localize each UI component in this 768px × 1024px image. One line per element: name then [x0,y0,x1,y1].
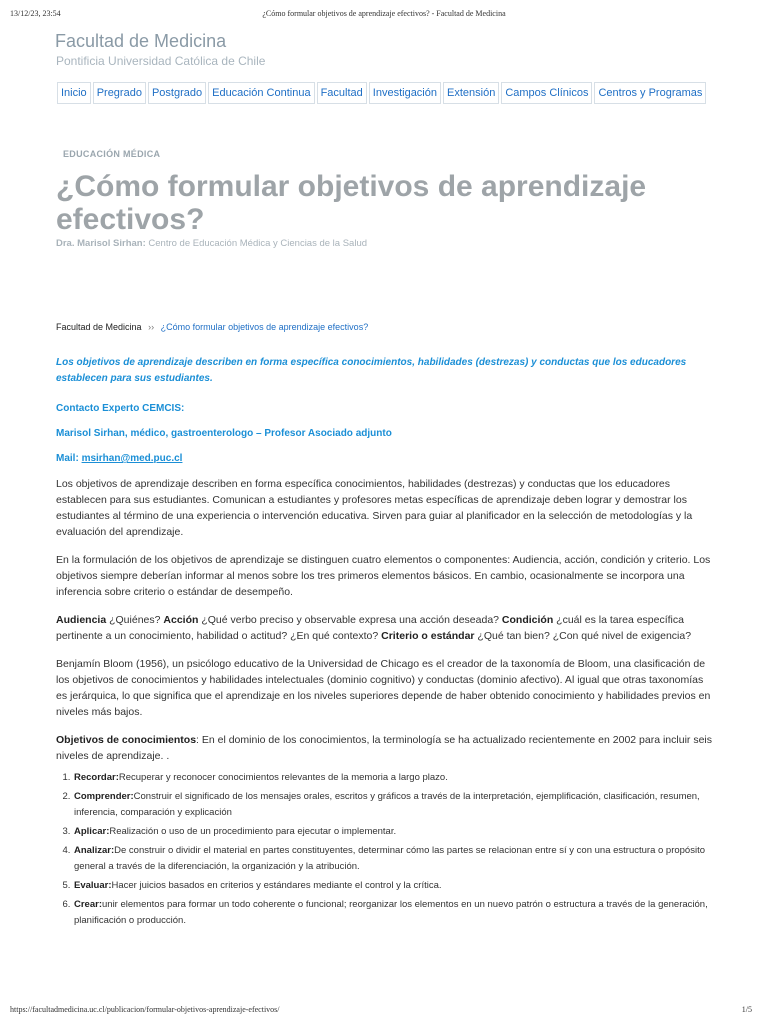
print-footer [0,1005,768,1017]
paragraph-2: En la formulación de los objetivos de aprendizaje se distinguen cuatro elementos o componentes: Audiencia, acción, condición y criterio. Los objetivos siempre deberían informar al menos sobre los tres primeros elementos básicos. En cambio, ocasionalmente se incorpora una inferencia sobre criterio o estándar de desempeño. [56,554,711,598]
nav-item-centros-y-programas[interactable]: Centros y Programas [594,82,706,104]
term-accion: Acción [163,614,199,626]
author-name: Dra. Marisol Sirhan: [56,238,146,249]
list-item [73,789,712,821]
term-condicion: Condición [501,614,554,626]
term-objetivos-conocimientos: Objetivos de conocimientos [56,734,197,746]
nav-item-educacion-continua[interactable]: Educación Continua [208,82,314,104]
nav-item-postgrado[interactable]: Postgrado [148,82,206,104]
site-title[interactable]: Facultad de Medicina [55,31,227,51]
article-body [56,355,712,932]
site-subtitle: Pontificia Universidad Católica de Chile [56,54,266,68]
print-header [0,9,768,21]
nav-item-extension[interactable]: Extensión [443,82,499,104]
term-criterio: Criterio o estándar [381,630,475,642]
article-lead: Los objetivos de aprendizaje describen en forma específica conocimientos, habilidades (destrezas) y conductas que los educadores establecen para sus estudiantes. [56,357,687,384]
level-desc: Recuperar y reconocer conocimientos relevantes de la memoria a largo plazo. [118,772,448,783]
level-term: Evaluar: [74,880,112,891]
nav-item-facultad[interactable]: Facultad [317,82,367,104]
paragraph-1: Los objetivos de aprendizaje describen en forma específica conocimientos, habilidades (destrezas) y conductas que los educadores establecen para sus estudiantes. Comunican a estudiantes y profesores metas específicas de aprendizaje deben lograr y demostrar los estudiantes al término de una experiencia o intervención educativa. Sirven para guiar al planificador en la selección de metodologías y la evaluación del aprendizaje. [56,478,693,538]
mail-link[interactable]: msirhan@med.puc.cl [81,453,183,464]
level-desc: unir elementos para formar un todo coherente o funcional; reorganizar los elementos en un nuevo patrón o estructura a través de la generación, planificación o producción. [74,899,708,926]
breadcrumb [56,322,368,332]
nav-item-campos-clinicos[interactable]: Campos Clínicos [501,82,592,104]
paragraph-4: Benjamín Bloom (1956), un psicólogo educativo de la Universidad de Chicago es el creador de la taxonomía de Bloom, una clasificación de los objetivos de conocimientos y habilidades intelectuales (dominio cognitivo) y conductas (dominio afectivo). Al igual que otras taxonomías es jerárquica, lo que significa que el aprendizaje en los niveles superiores depende de haber obtenido conocimiento y habilidades previos en niveles más bajos. [56,658,711,718]
article-category[interactable]: EDUCACIÓN MÉDICA [63,149,161,159]
level-term: Analizar: [74,845,115,856]
print-date: 13/12/23, 23:54 [10,9,61,18]
level-term: Aplicar: [74,826,110,837]
list-item [73,843,712,875]
author-affiliation: Centro de Educación Médica y Ciencias de la Salud [148,238,368,249]
paragraph-3 [56,612,712,644]
paragraph-5 [56,732,712,764]
contact-mail [56,451,712,467]
list-item [73,824,712,840]
mail-label: Mail: [56,453,79,464]
text-accion: ¿Qué verbo preciso y observable expresa una acción deseada? [198,614,502,626]
article-title: ¿Cómo formular objetivos de aprendizaje efectivos? [56,170,647,236]
print-page-title: ¿Cómo formular objetivos de aprendizaje efectivos? - Facultad de Medicina [262,9,506,18]
nav-item-investigacion[interactable]: Investigación [369,82,441,104]
breadcrumb-separator: ›› [148,322,155,332]
level-desc: De construir o dividir el material en partes constituyentes, determinar cómo las partes se relacionan entre sí y con una estructura o propósito general a través de la diferenciación, la organización y la atribución. [74,845,705,872]
print-page-number: 1/5 [741,1005,752,1014]
article-byline [56,238,367,249]
bloom-levels-list [73,770,712,929]
level-desc: Realización o uso de un procedimiento para ejecutar o implementar. [109,826,397,837]
nav-item-inicio[interactable]: Inicio [57,82,91,104]
list-item [73,878,712,894]
breadcrumb-current[interactable]: ¿Cómo formular objetivos de aprendizaje efectivos? [160,322,369,332]
text-criterio: ¿Qué tan bien? ¿Con qué nivel de exigencia? [474,630,692,642]
level-desc: Construir el significado de los mensajes orales, escritos y gráficos a través de la interpretación, ejemplificación, clasificación, resumen, inferencia, comparación y explicación [74,791,700,818]
contact-person: Marisol Sirhan, médico, gastroenterologo – Profesor Asociado adjunto [56,428,392,439]
contact-heading: Contacto Experto CEMCIS: [56,403,185,414]
level-term: Crear: [74,899,102,910]
list-item [73,897,712,929]
level-term: Recordar: [74,772,119,783]
main-nav [57,82,708,104]
nav-item-pregrado[interactable]: Pregrado [93,82,146,104]
level-desc: Hacer juicios basados en criterios y estándares mediante el control y la crítica. [111,880,442,891]
text-audiencia: ¿Quiénes? [106,614,164,626]
text-condicion: ¿cuál es la tarea específica pertinente a un conocimiento, habilidad o actitud? ¿En qué contexto? [56,614,684,642]
term-audiencia: Audiencia [56,614,107,626]
text-objetivos-conocimientos: : En el dominio de los conocimientos, la terminología se ha actualizado recientemente en 2002 para incluir seis niveles de aprendizaje. . [56,734,712,762]
print-url: https://facultadmedicina.uc.cl/publicacion/formular-objetivos-aprendizaje-efectivos/ [10,1005,280,1014]
list-item [73,770,712,786]
level-term: Comprender: [74,791,134,802]
breadcrumb-home[interactable]: Facultad de Medicina [56,322,142,332]
